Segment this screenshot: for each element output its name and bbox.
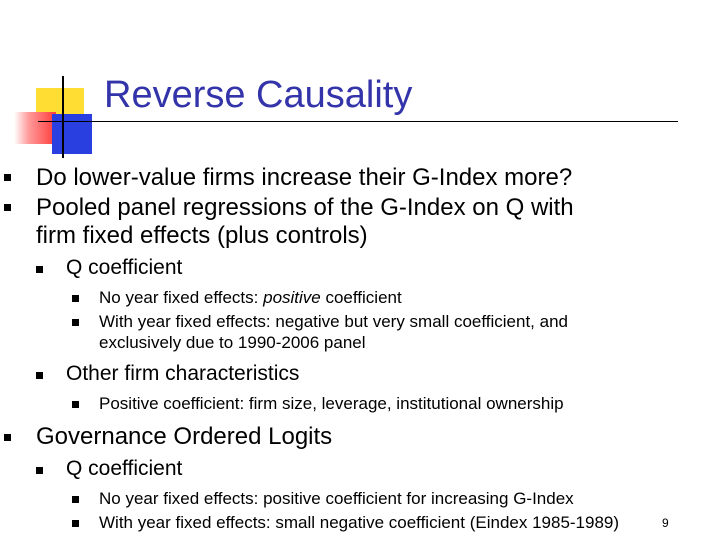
sub-sub-bullet-item <box>99 512 619 533</box>
bullet-text: With year fixed effects: small negative coefficient (Eindex 1985-1989) <box>99 513 620 532</box>
bullet-item <box>36 164 572 192</box>
sub-bullet-item <box>66 256 182 280</box>
bullet-text-line: With year fixed effects: negative but very small coefficient, and <box>99 312 568 331</box>
bullet-text: Positive coefficient: firm size, leverage, institutional ownership <box>99 394 564 413</box>
bullet-text: No year fixed effects: positive coefficient for increasing G-Index <box>99 489 574 508</box>
vertical-rule <box>62 76 64 158</box>
bullet-text: Do lower-value firms increase their G-Index more? <box>36 164 573 191</box>
bullet-marker <box>4 174 11 181</box>
italic-emphasis: positive <box>263 288 321 307</box>
bullet-marker <box>36 372 43 379</box>
slide-number: 9 <box>662 516 669 530</box>
sub-bullet-item <box>66 362 299 386</box>
bullet-text: No year fixed effects: <box>99 288 264 307</box>
bullet-marker <box>72 295 79 302</box>
bullet-text: Governance Ordered Logits <box>36 423 333 450</box>
bullet-marker <box>36 467 43 474</box>
bullet-marker <box>4 204 11 211</box>
bullet-marker <box>72 401 79 408</box>
sub-bullet-item <box>66 457 182 481</box>
red-gradient-square <box>14 112 56 144</box>
sub-sub-bullet-item <box>99 311 568 353</box>
bullet-text-line: firm fixed effects (plus controls) <box>36 222 368 249</box>
bullet-marker <box>4 434 11 441</box>
sub-sub-bullet-item <box>99 287 402 308</box>
bullet-text: Other firm characteristics <box>66 362 300 385</box>
bullet-text: Q coefficient <box>66 256 183 279</box>
bullet-item <box>36 194 574 250</box>
sub-sub-bullet-item <box>99 488 574 509</box>
bullet-marker <box>72 520 79 527</box>
bullet-text-line: Pooled panel regressions of the G-Index on Q with <box>36 194 574 221</box>
sub-sub-bullet-item <box>99 393 564 414</box>
bullet-text: coefficient <box>320 288 402 307</box>
slide-title: Reverse Causality <box>104 74 413 116</box>
bullet-marker <box>72 496 79 503</box>
bullet-text: Q coefficient <box>66 457 183 480</box>
bullet-marker <box>72 319 79 326</box>
bullet-item <box>36 423 332 451</box>
blue-square <box>52 114 92 154</box>
horizontal-rule <box>38 121 678 122</box>
bullet-text-line: exclusively due to 1990-2006 panel <box>99 333 366 352</box>
bullet-marker <box>36 266 43 273</box>
